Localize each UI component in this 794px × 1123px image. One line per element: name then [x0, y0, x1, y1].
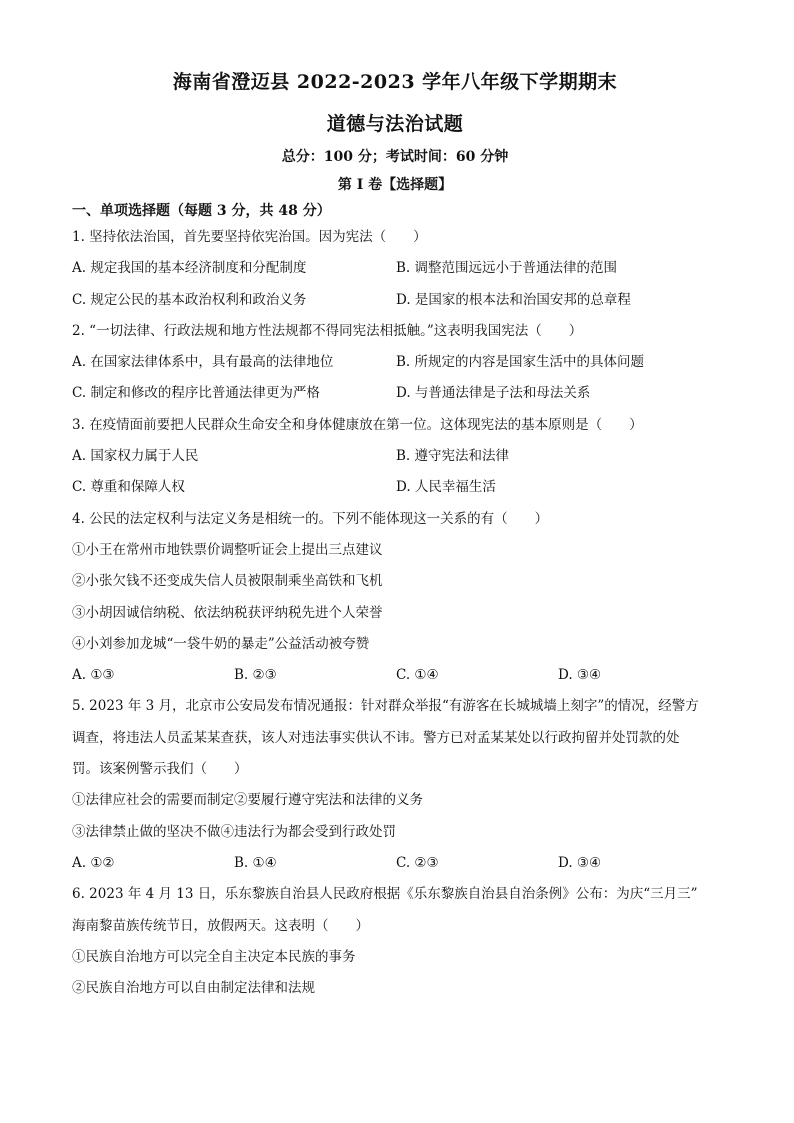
- option-a: A. ①②: [72, 854, 115, 871]
- option-d: D. ③④: [558, 667, 602, 684]
- question-stem-line-2: 海南黎苗族传统节日，放假两天。这表明（ ）: [72, 917, 369, 934]
- option-c: C. ②③: [396, 854, 439, 871]
- question-stem-line-3: 罚。该案例警示我们（ ）: [72, 761, 248, 778]
- option-a: A. 规定我国的基本经济制度和分配制度: [72, 260, 307, 277]
- statement-1: ①法律应社会的需要而制定②要履行遵守宪法和法律的义务: [72, 792, 423, 809]
- statement-1: ①小王在常州市地铁票价调整听证会上提出三点建议: [72, 541, 383, 558]
- option-c: C. 规定公民的基本政治权利和政治义务: [72, 291, 307, 308]
- options: [72, 441, 718, 504]
- question-stem-line-2: 调查，将违法人员孟某某查获，该人对违法事实供认不讳。警方已对孟某某处以行政拘留并处罚款的处: [72, 729, 680, 746]
- exam-title: 海南省澄迈县 2022-2023 学年八年级下学期期末: [172, 71, 618, 93]
- question-stem-line-1: 5. 2023 年 3 月，北京市公安局发布情况通报：针对群众举报“有游客在长城城墙上刻字”的情况，经警方: [72, 698, 699, 715]
- options: [72, 660, 718, 691]
- statement-2: ②民族自治地方可以自由制定法律和法规: [72, 980, 315, 997]
- options: [72, 347, 718, 410]
- option-a: A. 国家权力属于人民: [72, 448, 199, 465]
- exam-subtitle: 道德与法治试题: [326, 113, 464, 135]
- option-b: B. 所规定的内容是国家生活中的具体问题: [396, 354, 645, 371]
- option-b: B. 遵守宪法和法律: [396, 448, 510, 465]
- question-stem: 2. “一切法律、行政法规和地方性法规都不得同宪法相抵触。”这表明我国宪法（ ）: [72, 322, 583, 339]
- question-stem: 3. 在疫情面前要把人民群众生命安全和身体健康放在第一位。这体现宪法的基本原则是（ ）: [72, 416, 643, 433]
- statement-2: ②小张欠钱不还变成失信人员被限制乘坐高铁和飞机: [72, 573, 383, 590]
- options: [72, 848, 718, 879]
- option-d: D. 人民幸福生活: [396, 479, 496, 496]
- options: [72, 253, 718, 316]
- option-b: B. 调整范围远远小于普通法律的范围: [396, 260, 618, 277]
- statement-2: ③法律禁止做的坚决不做④违法行为都会受到行政处罚: [72, 823, 396, 840]
- option-b: B. ①④: [234, 854, 277, 871]
- question-stem: 4. 公民的法定权利与法定义务是相统一的。下列不能体现这一关系的有（ ）: [72, 510, 549, 527]
- question-3: [72, 410, 718, 504]
- option-d: D. 与普通法律是子法和母法关系: [396, 385, 591, 402]
- section-title: 一、单项选择题（每题 3 分，共 48 分）: [72, 203, 331, 219]
- question-4: [72, 504, 718, 692]
- question-2: [72, 316, 718, 410]
- option-c: C. 尊重和保障人权: [72, 479, 185, 496]
- question-stem-line-1: 6. 2023 年 4 月 13 日，乐东黎族自治县人民政府根据《乐东黎族自治县自治条例》公布：为庆“三月三”: [72, 886, 698, 903]
- question-6: [72, 879, 718, 1004]
- statement-3: ③小胡因诚信纳税、依法纳税获评纳税先进个人荣誉: [72, 604, 383, 621]
- option-c: C. 制定和修改的程序比普通法律更为严格: [72, 385, 320, 402]
- option-a: A. ①③: [72, 667, 115, 684]
- question-1: [72, 222, 718, 316]
- option-c: C. ①④: [396, 667, 439, 684]
- question-stem: 1. 坚持依法治国，首先要坚持依宪治国。因为宪法（ ）: [72, 229, 427, 245]
- option-d: D. ③④: [558, 854, 602, 871]
- option-a: A. 在国家法律体系中，具有最高的法律地位: [72, 354, 334, 371]
- option-b: B. ②③: [234, 667, 277, 684]
- exam-meta: 总分：100 分；考试时间：60 分钟: [281, 149, 509, 165]
- statement-1: ①民族自治地方可以完全自主决定本民族的事务: [72, 948, 356, 965]
- statement-4: ④小刘参加龙城“一袋牛奶的暴走”公益活动被夸赞: [72, 635, 370, 652]
- option-d: D. 是国家的根本法和治国安邦的总章程: [396, 291, 631, 308]
- volume-title: 第 I 卷【选择题】: [337, 177, 453, 193]
- question-5: [72, 691, 718, 879]
